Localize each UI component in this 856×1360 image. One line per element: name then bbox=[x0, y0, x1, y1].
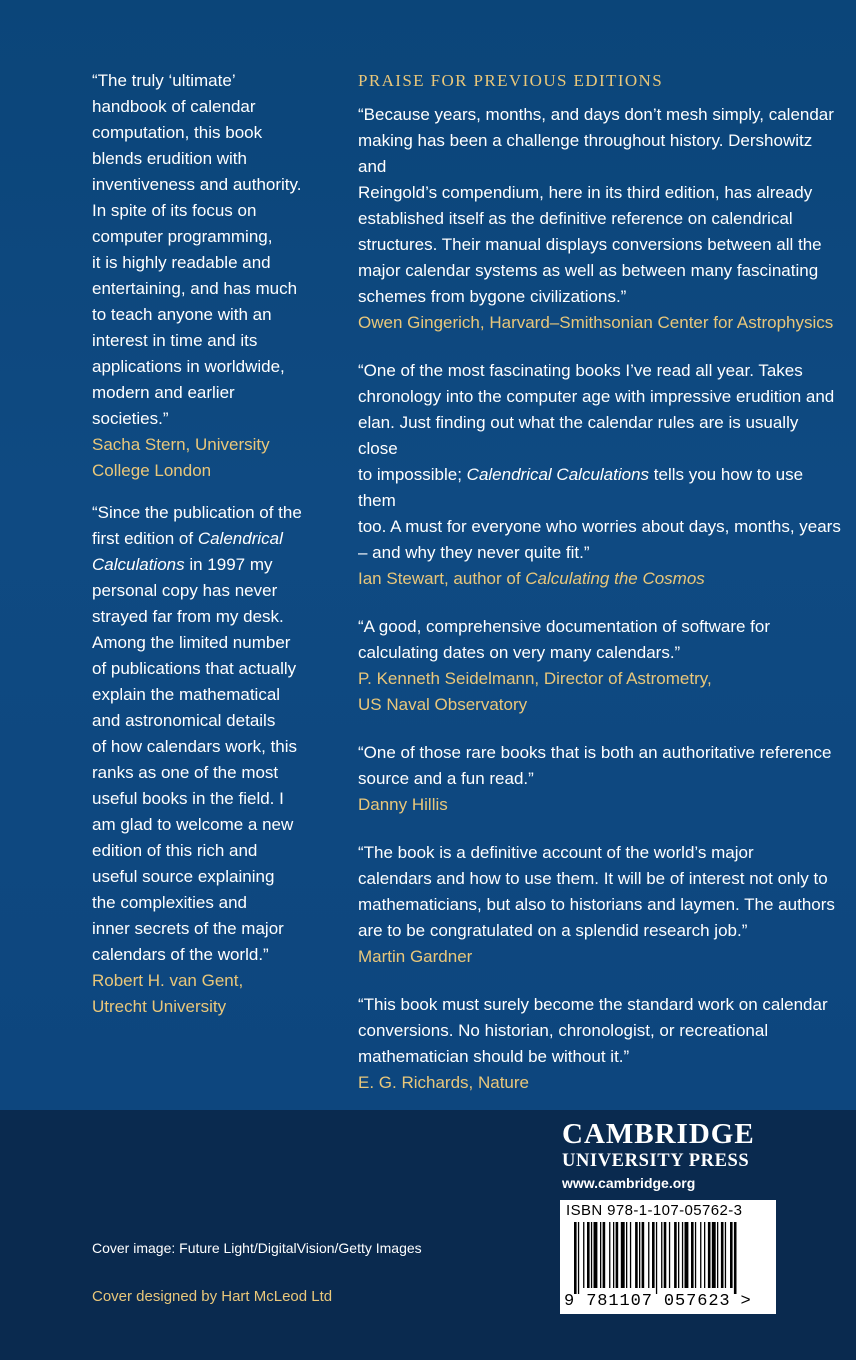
publisher-url: www.cambridge.org bbox=[562, 1175, 696, 1191]
quote-line: calculating dates on very many calendars.” bbox=[358, 643, 681, 662]
quote-text-span: first edition of bbox=[92, 529, 198, 548]
quote-line: established itself as the definitive reference on calendrical bbox=[358, 209, 793, 228]
quote-line: inventiveness and authority. bbox=[92, 175, 302, 194]
quote-line: chronology into the computer age with impressive erudition and bbox=[358, 387, 835, 406]
quote-line: are to be congratulated on a splendid research job.” bbox=[358, 921, 748, 940]
quote-attribution bbox=[92, 968, 322, 1020]
quote-line: Reingold’s compendium, here in its third edition, has already bbox=[358, 183, 813, 202]
quote-line: – and why they never quite fit.” bbox=[358, 543, 590, 562]
barcode-bar bbox=[574, 1222, 577, 1294]
quote-line: to teach anyone with an bbox=[92, 305, 272, 324]
barcode-bar bbox=[630, 1222, 631, 1288]
quote-line: societies.” bbox=[92, 409, 169, 428]
quote-line: the complexities and bbox=[92, 893, 247, 912]
barcode-bar bbox=[669, 1222, 670, 1288]
barcode-bar bbox=[721, 1222, 724, 1288]
attribution-line: College London bbox=[92, 461, 212, 480]
barcode-bar bbox=[664, 1222, 667, 1288]
publisher-name: CAMBRIDGE bbox=[562, 1118, 755, 1150]
quote-line: “This book must surely become the standard work on calendar bbox=[358, 995, 828, 1014]
publisher-logo bbox=[562, 1118, 778, 1172]
quote-line bbox=[92, 526, 322, 552]
quote-line: am glad to welcome a new bbox=[92, 815, 294, 834]
barcode-bar bbox=[648, 1222, 649, 1288]
barcode-bar bbox=[652, 1222, 655, 1288]
quote-eg-richards bbox=[358, 992, 842, 1096]
quote-line: In spite of its focus on bbox=[92, 201, 257, 220]
barcode-bar bbox=[587, 1222, 590, 1288]
quote-line: computation, this book bbox=[92, 123, 263, 142]
barcode-bar bbox=[725, 1222, 726, 1288]
quote-danny-hillis bbox=[358, 740, 842, 818]
quote-line: applications in worldwide, bbox=[92, 357, 285, 376]
barcode-bar bbox=[682, 1222, 683, 1288]
barcode-bar bbox=[616, 1222, 619, 1288]
barcode-bar bbox=[708, 1222, 711, 1288]
quote-line: blends erudition with bbox=[92, 149, 247, 168]
quote-line: major calendar systems as well as between many fascinating bbox=[358, 261, 819, 280]
quote-line: useful source explaining bbox=[92, 867, 275, 886]
quote-line: schemes from bygone civilizations.” bbox=[358, 287, 627, 306]
quote-attribution: Owen Gingerich, Harvard–Smithsonian Center for Astrophysics bbox=[358, 313, 834, 332]
barcode-bar bbox=[700, 1222, 701, 1288]
quote-text bbox=[358, 840, 842, 944]
quote-line: source and a fun read.” bbox=[358, 769, 534, 788]
book-title: Calendrical Calculations bbox=[466, 465, 650, 484]
cover-image-credit: Cover image: Future Light/DigitalVision/Getty Images bbox=[92, 1240, 422, 1256]
barcode-bar bbox=[578, 1222, 579, 1294]
barcode-bar bbox=[661, 1222, 662, 1288]
barcode-bar bbox=[717, 1222, 718, 1288]
quote-attribution: Danny Hillis bbox=[358, 795, 448, 814]
barcode-bar bbox=[678, 1222, 679, 1288]
barcode-bar bbox=[591, 1222, 592, 1288]
quote-line: elan. Just finding out what the calendar rules are is usually close bbox=[358, 413, 799, 458]
quote-line: “The book is a definitive account of the world’s major bbox=[358, 843, 754, 862]
quote-attribution bbox=[358, 566, 842, 592]
quote-line: inner secrets of the major bbox=[92, 919, 284, 938]
attribution-line: Robert H. van Gent, bbox=[92, 971, 244, 990]
barcode-bar bbox=[626, 1222, 627, 1288]
barcode-bar bbox=[712, 1222, 716, 1288]
quote-line: “A good, comprehensive documentation of software for bbox=[358, 617, 771, 636]
barcode-bar bbox=[730, 1222, 733, 1288]
barcode-bar bbox=[704, 1222, 705, 1288]
quote-line: making has been a challenge throughout history. Dershowitz and bbox=[358, 131, 813, 176]
barcode-bar bbox=[656, 1222, 657, 1294]
quote-text-span: in 1997 my bbox=[184, 555, 273, 574]
quote-line: personal copy has never bbox=[92, 581, 278, 600]
barcode-digits bbox=[564, 1292, 752, 1311]
quote-martin-gardner bbox=[358, 840, 842, 970]
barcode-bar bbox=[685, 1222, 689, 1288]
barcode-bar bbox=[609, 1222, 610, 1288]
quote-line: mathematicians, but also to historians and laymen. The authors bbox=[358, 895, 835, 914]
attribution-line: P. Kenneth Seidelmann, Director of Astrometry, bbox=[358, 669, 712, 688]
quote-line: Among the limited number bbox=[92, 633, 291, 652]
book-title: Calculations bbox=[92, 555, 185, 574]
quote-line: explain the mathematical bbox=[92, 685, 281, 704]
quote-line: interest in time and its bbox=[92, 331, 258, 350]
quote-line: “The truly ‘ultimate’ bbox=[92, 71, 236, 90]
quote-text bbox=[358, 358, 842, 566]
cover-design-credit: Cover designed by Hart McLeod Ltd bbox=[92, 1288, 333, 1305]
quote-text bbox=[358, 614, 842, 666]
barcode-bar bbox=[603, 1222, 606, 1288]
quote-text bbox=[358, 740, 842, 792]
barcode-bar bbox=[639, 1222, 640, 1288]
quote-line: conversions. No historian, chronologist, or recreational bbox=[358, 1021, 769, 1040]
quote-line: edition of this rich and bbox=[92, 841, 258, 860]
barcode-bar bbox=[613, 1222, 614, 1288]
book-title: Calculating the Cosmos bbox=[525, 569, 705, 588]
quote-line: computer programming, bbox=[92, 227, 273, 246]
quote-line: modern and earlier bbox=[92, 383, 235, 402]
quote-line: useful books in the field. I bbox=[92, 789, 284, 808]
quote-line: “One of those rare books that is both an authoritative reference bbox=[358, 743, 832, 762]
barcode-bar bbox=[642, 1222, 645, 1288]
quote-ian-stewart bbox=[358, 358, 842, 592]
quote-text bbox=[358, 992, 842, 1070]
quote-line: strayed far from my desk. bbox=[92, 607, 284, 626]
attribution-line: Sacha Stern, University bbox=[92, 435, 270, 454]
quote-line: too. A must for everyone who worries about days, months, years bbox=[358, 517, 841, 536]
quote-text bbox=[92, 500, 322, 968]
section-heading: PRAISE FOR PREVIOUS EDITIONS bbox=[358, 71, 664, 90]
quote-line: calendars of the world.” bbox=[92, 945, 269, 964]
quote-text bbox=[358, 102, 842, 310]
barcode-bar bbox=[621, 1222, 625, 1288]
quote-attribution: E. G. Richards, Nature bbox=[358, 1073, 530, 1092]
quote-line: of how calendars work, this bbox=[92, 737, 298, 756]
quote-line: “Because years, months, and days don’t mesh simply, calendar bbox=[358, 105, 834, 124]
quote-line bbox=[358, 462, 842, 514]
quote-attribution bbox=[358, 666, 842, 718]
quote-line: entertaining, and has much bbox=[92, 279, 298, 298]
quote-line: “One of the most fascinating books I’ve read all year. Takes bbox=[358, 361, 803, 380]
quote-line: “Since the publication of the bbox=[92, 503, 302, 522]
quote-line: handbook of calendar bbox=[92, 97, 256, 116]
quote-attribution bbox=[92, 432, 322, 484]
quote-line: ranks as one of the most bbox=[92, 763, 279, 782]
quote-line: structures. Their manual displays conversions between all the bbox=[358, 235, 822, 254]
barcode-bar bbox=[600, 1222, 601, 1288]
barcode-bar bbox=[695, 1222, 696, 1288]
quote-line: it is highly readable and bbox=[92, 253, 271, 272]
barcode-bar bbox=[594, 1222, 598, 1288]
quote-text bbox=[92, 68, 322, 432]
barcode-bar bbox=[674, 1222, 677, 1288]
barcode-addon-marker: > bbox=[740, 1292, 752, 1311]
book-title: Calendrical bbox=[197, 529, 283, 548]
barcode-bar bbox=[583, 1222, 584, 1288]
quote-attribution: Martin Gardner bbox=[358, 947, 473, 966]
quote-kenneth-seidelmann bbox=[358, 614, 842, 718]
barcode-number: 9 781107 057623 bbox=[564, 1292, 731, 1311]
quote-line: mathematician should be without it.” bbox=[358, 1047, 630, 1066]
quote-robert-van-gent bbox=[92, 500, 322, 1020]
quote-line bbox=[92, 552, 322, 578]
barcode-bar bbox=[635, 1222, 638, 1288]
quote-sacha-stern bbox=[92, 68, 322, 484]
publisher-press: UNIVERSITY PRESS bbox=[562, 1151, 750, 1171]
left-column bbox=[92, 68, 322, 1036]
quote-line: of publications that actually bbox=[92, 659, 297, 678]
isbn-label: ISBN 978-1-107-05762-3 bbox=[566, 1202, 743, 1219]
isbn-barcode bbox=[560, 1200, 776, 1314]
attribution-line: Utrecht University bbox=[92, 997, 227, 1016]
right-column bbox=[358, 68, 842, 1118]
quote-line: and astronomical details bbox=[92, 711, 276, 730]
quote-text-span: to impossible; bbox=[358, 465, 467, 484]
quote-line: calendars and how to use them. It will be of interest not only to bbox=[358, 869, 828, 888]
attribution-text: Ian Stewart, author of bbox=[358, 569, 526, 588]
barcode-bar bbox=[691, 1222, 694, 1288]
attribution-line: US Naval Observatory bbox=[358, 695, 528, 714]
barcode-bar bbox=[734, 1222, 737, 1294]
quote-text-span: tells you how to use them bbox=[358, 465, 804, 510]
quote-owen-gingerich bbox=[358, 102, 842, 336]
